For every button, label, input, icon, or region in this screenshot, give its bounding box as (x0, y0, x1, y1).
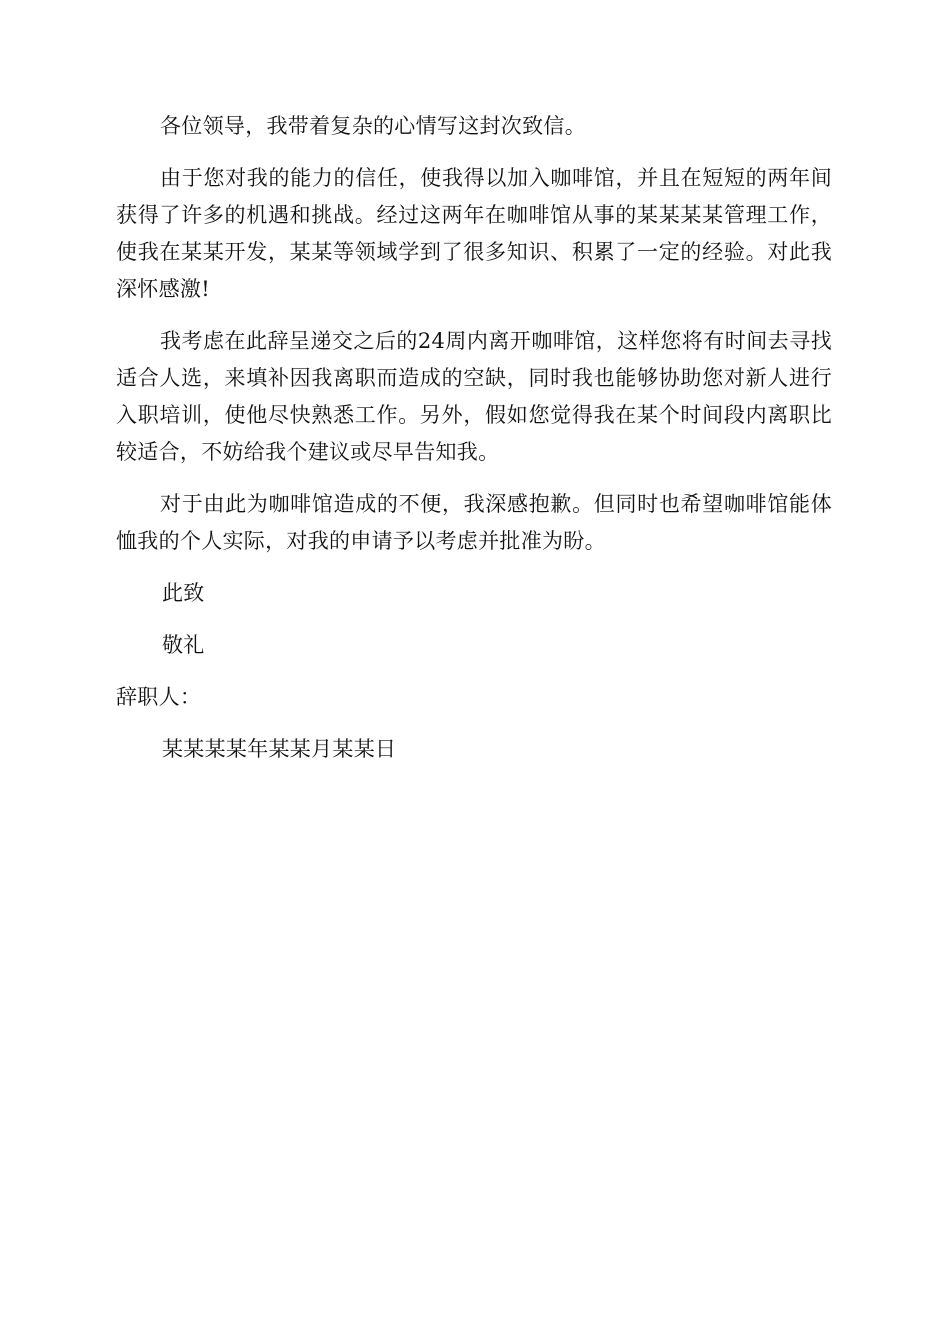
body-paragraph-3: 对于由此为咖啡馆造成的不便，我深感抱歉。但同时也希望咖啡馆能体恤我的个人实际，对我的申请予以考虑并批准为盼。 (116, 492, 832, 553)
body-paragraph-1: 由于您对我的能力的信任，使我得以加入咖啡馆，并且在短短的两年间获得了许多的机遇和挑战。经过这两年在咖啡馆从事的某某某某管理工作，使我在某某开发，某某等领域学到了很多知识、积累了一定的经验。对此我深怀感激! (116, 166, 832, 301)
closing-regards: 敬礼 (162, 633, 205, 657)
signer-label: 辞职人： (116, 685, 202, 709)
letter-date: 某某某某年某某月某某日 (162, 737, 397, 761)
letter-body (116, 108, 832, 783)
greeting-paragraph: 各位领导，我带着复杂的心情写这封次致信。 (160, 114, 586, 138)
closing-salutation: 此致 (162, 581, 205, 605)
body-paragraph-2: 我考虑在此辞呈递交之后的24周内离开咖啡馆，这样您将有时间去寻找适合人选，来填补因我离职而造成的空缺，同时我也能够协助您对新人进行入职培训，使他尽快熟悉工作。另外，假如您觉得我在某个时间段内离职比较适合，不妨给我个建议或尽早告知我。 (116, 329, 832, 464)
